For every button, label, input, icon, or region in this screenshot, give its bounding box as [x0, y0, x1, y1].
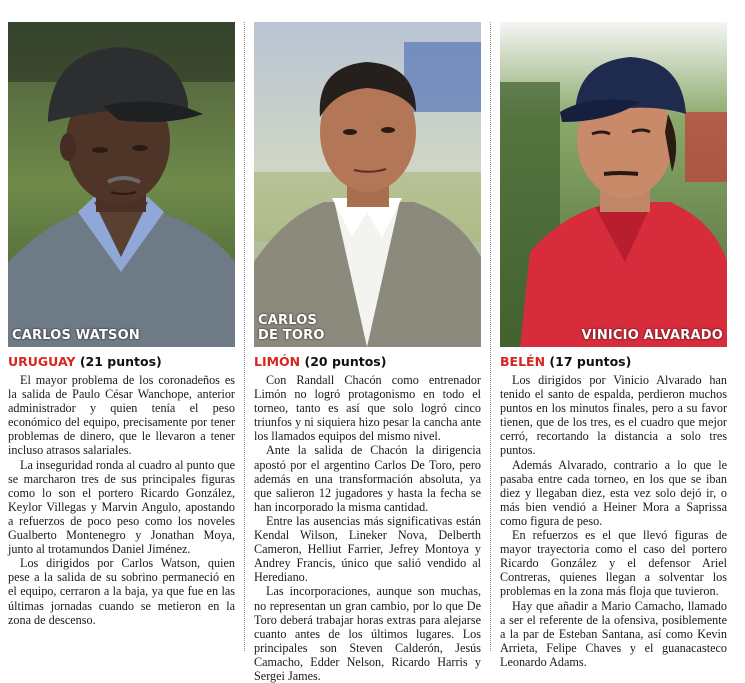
team-heading: [8, 354, 235, 369]
paragraph: Con Randall Chacón como entrenador Limón no logró protagonismo en todo el torneo, tanto es así que solo logró cinco triunfos y ni siquiera hizo pesar la cancha ante los llamados equipos del mismo nivel.: [254, 373, 481, 444]
team-points: (17 puntos): [549, 354, 632, 369]
photo-caption: [258, 313, 348, 343]
column-divider-left: [244, 22, 245, 651]
team-heading: [254, 354, 481, 369]
article-body: [254, 373, 481, 683]
paragraph: Hay que añadir a Mario Camacho, llamado a ser el referente de la ofensiva, posiblemente a la par de Esteban Santana, así como Kevin Arrieta, Felipe Chaves y el guanacasteco Leonardo Adams.: [500, 598, 727, 669]
article-body: [500, 373, 727, 669]
column-divider-right: [490, 22, 491, 651]
team-heading: [500, 354, 727, 369]
photo-caption-line1: CARLOS: [258, 313, 318, 328]
paragraph: En refuerzos es el que llevó figuras de mayor trayectoria como el caso del portero Ricardo González y el defensor Ariel Contreras, quienes llegan a solventar los problemas en la zona más floja que tuvieron.: [500, 528, 727, 599]
paragraph: La inseguridad ronda al cuadro al punto que se marcharon tres de sus principales figuras como lo son el portero Ricardo González, Keylor Villegas y Marvin Angulo, apostando a refuerzos de poco peso como los noveles Gualberto Montenegro y Jonathan Moya, junto al trotamundos Daniel Jiménez.: [8, 457, 235, 557]
article-body: [8, 373, 235, 627]
team-points: (20 puntos): [304, 354, 387, 369]
team-name: URUGUAY: [8, 354, 76, 369]
team-points: (21 puntos): [79, 354, 162, 369]
photo-carlos-de-toro: [254, 22, 481, 347]
photo-caption-line2: DE TORO: [258, 328, 325, 343]
photo-vinicio-alvarado: [500, 22, 727, 347]
paragraph: Además Alvarado, contrario a lo que le pasaba entre cada torneo, en los que se iban diez y llegaban diez, esta vez solo dejó ir, o más bien vendió a Heiner Mora a Saprissa como figura de peso.: [500, 457, 727, 528]
paragraph: Entre las ausencias más significativas están Kendal Wilson, Lineker Nova, Delberth Cameron, Helliut Farrier, Jefrey Montoya y Andrey Francis, único que salió vendido al Herediano.: [254, 513, 481, 585]
paragraph: Los dirigidos por Carlos Watson, quien pese a la salida de su sobrino permaneció en el equipo, cerraron a la baja, ya que fue en las últimas jornadas cuando se metieron en la zona de descenso.: [8, 556, 235, 627]
photo-carlos-watson: [8, 22, 235, 347]
paragraph: Los dirigidos por Vinicio Alvarado han tenido el santo de espalda, perdieron muchos puntos en los minutos finales, pero a su favor tienen, que de los tres, es el cuadro que mejor cerró, recortando la distancia a solo tres puntos.: [500, 373, 727, 458]
paragraph: El mayor problema de los coronadeños es la salida de Paulo César Wanchope, anterior administrador y quien tenía el peso económico del equipo, precisamente por tener problemas de dinero, que le llevaron a tener incluso atrasos salariales.: [8, 373, 235, 458]
photo-caption: CARLOS WATSON: [12, 328, 140, 343]
article-column-uruguay: [8, 22, 235, 627]
article-column-belen: [500, 22, 727, 669]
article-column-limon: [254, 22, 481, 683]
photo-caption: VINICIO ALVARADO: [581, 328, 723, 343]
team-name: LIMÓN: [254, 354, 301, 369]
paragraph: Las incorporaciones, aunque son muchas, no representan un gran cambio, por lo que De Toro deberá trabajar horas extras para alejarse cuanto antes de los últimos lugares. Los principales son Steven Calderón, Jesús Camacho, Edder Nelson, Ricardo Harris y Sergei James.: [254, 584, 481, 683]
team-name: BELÉN: [500, 354, 546, 369]
paragraph: Ante la salida de Chacón la dirigencia apostó por el argentino Carlos De Toro, pero además en una transformación absoluta, ya que salieron 12 jugadores y hasta la fecha se han incorporado la misma cantidad.: [254, 443, 481, 514]
